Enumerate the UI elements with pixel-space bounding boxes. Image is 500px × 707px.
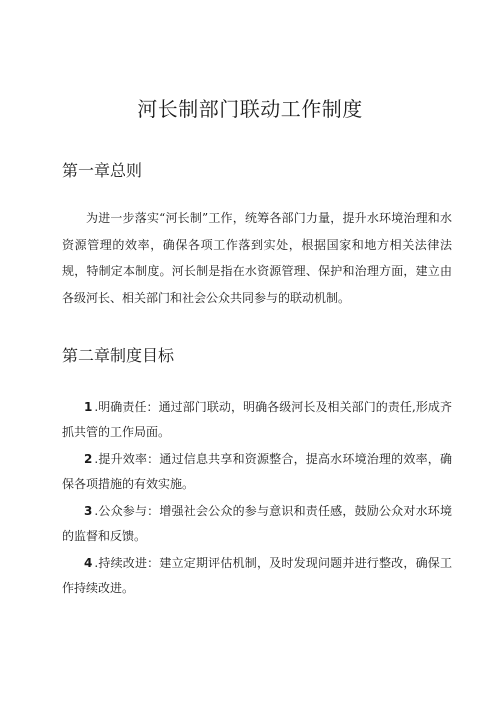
chapter-heading-goals: 第二章制度目标 bbox=[62, 346, 175, 365]
document-title: 河长制部门联动工作制度 bbox=[137, 97, 363, 121]
goal-number: 2 bbox=[84, 452, 93, 466]
goal-number: 1 bbox=[84, 400, 93, 414]
general-paragraph: 为进一步落实“河长制”工作，统筹各部门力量，提升水环境治理和水资源管理的效率，确保各项工作落到实处，根据国家和地方相关法律法规，特制定本制度。河长制是指在水资源管理、保护和治理方面，建立由各级河长、相关部门和社会公众共同参与的联动机制。 bbox=[62, 211, 452, 305]
goal-text: .持续改进：建立定期评估机制，及时发现问题并进行整改，确保工作持续改进。 bbox=[62, 556, 452, 595]
goal-number: 4 bbox=[84, 556, 93, 570]
goal-item-4 bbox=[62, 551, 452, 601]
goal-text: .明确责任：通过部门联动，明确各级河长及相关部门的责任,形成齐抓共管的工作局面。 bbox=[62, 400, 452, 439]
goal-text: .提升效率：通过信息共享和资源整合，提高水环境治理的效率，确保各项措施的有效实施。 bbox=[62, 452, 452, 491]
goal-text: .公众参与：增强社会公众的参与意识和责任感，鼓励公众对水环境的监督和反馈。 bbox=[62, 504, 452, 543]
chapter-heading-general: 第一章总则 bbox=[62, 161, 143, 180]
goal-item-3 bbox=[62, 499, 452, 549]
goal-item-1 bbox=[62, 395, 452, 445]
goal-number: 3 bbox=[84, 504, 93, 518]
goal-item-2 bbox=[62, 447, 452, 497]
